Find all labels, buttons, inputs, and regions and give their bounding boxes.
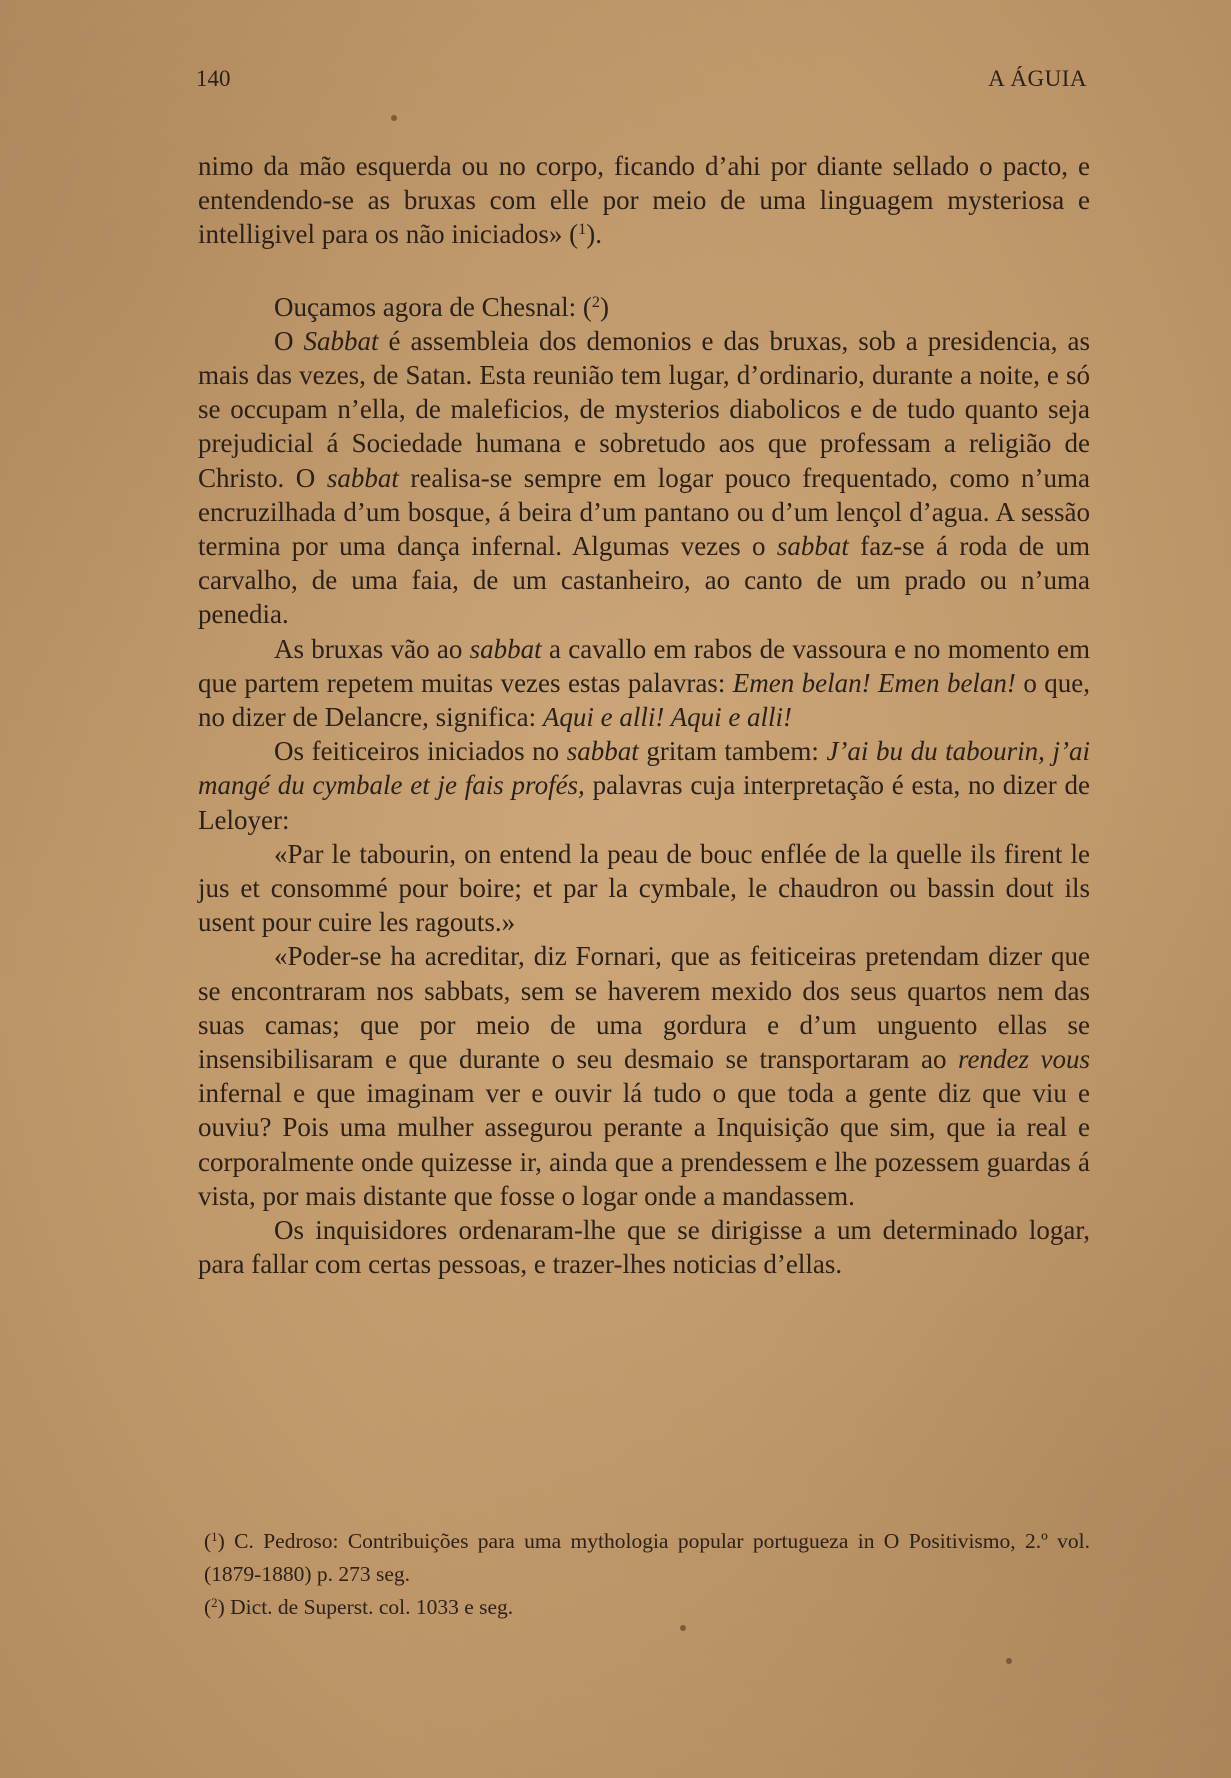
paragraph	[198, 837, 1090, 940]
text-run: nimo da mão esquerda ou no corpo, ficando d’ahi por diante sellado o pacto, e entendendo-se as bruxas com elle por meio de uma linguagem mysteriosa e intelligivel para os não iniciados» (	[198, 151, 1090, 250]
text-run: As bruxas vão ao	[274, 633, 470, 664]
running-title: A ÁGUIA	[988, 66, 1087, 91]
ink-speck	[391, 115, 397, 121]
text-run: ).	[586, 219, 602, 250]
paragraph	[198, 290, 1090, 324]
italic-text: sabbat	[776, 531, 849, 562]
paragraph-gap	[198, 252, 1090, 290]
text-run: infernal e que imaginam ver e ouvir lá tudo o que toda a gente diz que viu e ouviu? Pois uma mulher assegurou perante a Inquisição que sim, que ia real e corporalmente onde quizesse ir, ainda que a prendessem e lhe pozessem guardas á vista, por mais distante que fosse o logar onde a mandassem.	[198, 1078, 1090, 1211]
text-run: gritam tambem:	[638, 736, 827, 767]
text-run: Ouçamos agora de Chesnal: (	[274, 291, 592, 322]
italic-text: sabbat	[326, 462, 399, 493]
text-run: )	[600, 291, 609, 322]
italic-text: rendez vous	[957, 1044, 1090, 1075]
footnote-ref: 2	[211, 1595, 218, 1610]
text-run: Os feiticeiros iniciados no	[274, 736, 567, 767]
paragraph	[198, 734, 1090, 837]
paragraph	[198, 324, 1090, 632]
footnote	[204, 1525, 1090, 1591]
text-run: é assembleia dos demonios e das bruxas, sob a presidencia, as mais das vezes, de Satan. Esta reunião tem lugar, d’ordinario, durante a noite, e só se occupam n’ella, de maleficios, de mysterios diabolicos e de tudo quanto seja prejudicial á Sociedade humana e sobretudo aos que professam a religião de Christo. O	[198, 325, 1090, 493]
text-run: «Par le tabourin, on entend la peau de bouc enflée de la quelle ils firent le jus et consommé pour boire; et par la cymbale, le chaudron ou bassin dout ils usent pour cuire les ragouts.»	[198, 838, 1090, 938]
ink-speck	[680, 1625, 686, 1631]
italic-text: sabbat	[566, 736, 639, 767]
italic-text: sabbat	[469, 633, 542, 664]
text-run: Os inquisidores ordenaram-lhe que se dirigisse a um determinado logar, para fallar com certas pessoas, e trazer-lhes noticias d’ellas.	[198, 1215, 1090, 1280]
text-run: «Poder-se ha acreditar, diz Fornari, que as feiticeiras pretendam dizer que se encontraram nos sabbats, sem se haverem mexido dos seus quartos nem das suas camas; que por meio de uma gordura e d’um unguento ellas se insensibilisaram e que durante o seu desmaio se transportaram ao	[198, 941, 1090, 1075]
footnote-ref: 1	[578, 220, 587, 239]
paragraph	[198, 1213, 1090, 1281]
paragraph	[198, 149, 1090, 252]
footnote-ref: 1	[211, 1529, 218, 1544]
footnotes	[204, 1525, 1090, 1624]
italic-text: Sabbat	[303, 325, 379, 356]
page-number: 140	[196, 66, 231, 91]
text-run: ) Dict. de Superst. col. 1033 e seg.	[217, 1595, 514, 1619]
paragraph	[198, 632, 1090, 735]
paragraph	[198, 939, 1090, 1213]
text-run: o que, no dizer de Delancre, significa:	[198, 667, 1090, 733]
italic-text: J’ai bu du tabourin, j’ai mangé du cymbale et je fais profés,	[198, 736, 1090, 801]
page-header	[196, 66, 1087, 96]
italic-text: Aqui e alli! Aqui e alli!	[542, 702, 793, 733]
italic-text: Emen belan! Emen belan!	[732, 667, 1016, 698]
text-run: a cavallo em rabos de vassoura e no momento em que partem repetem muitas vezes estas palavras:	[198, 633, 1090, 698]
body-text	[198, 149, 1090, 1282]
footnote-ref: 2	[591, 292, 600, 311]
text-run: ) C. Pedroso: Contribuições para uma mythologia popular portugueza in O Positivismo, 2.º vol. (1879-1880) p. 273 seg.	[204, 1529, 1090, 1586]
text-run: (	[204, 1529, 212, 1553]
text-run: (	[204, 1595, 212, 1619]
footnote	[204, 1591, 1090, 1624]
text-run: realisa-se sempre em logar pouco frequentado, como n’uma encruzilhada d’um bosque, á beira d’um pantano ou d’um lençol d’agua. A sessão termina por uma dança infernal. Algumas vezes o	[198, 462, 1090, 562]
text-run: palavras cuja interpretação é esta, no dizer de Leloyer:	[198, 770, 1090, 835]
text-run: faz-se á roda de um carvalho, de uma faia, de um castanheiro, ao canto de um prado ou n’uma penedia.	[198, 531, 1091, 630]
ink-speck	[1006, 1658, 1012, 1664]
text-run: O	[274, 325, 304, 356]
